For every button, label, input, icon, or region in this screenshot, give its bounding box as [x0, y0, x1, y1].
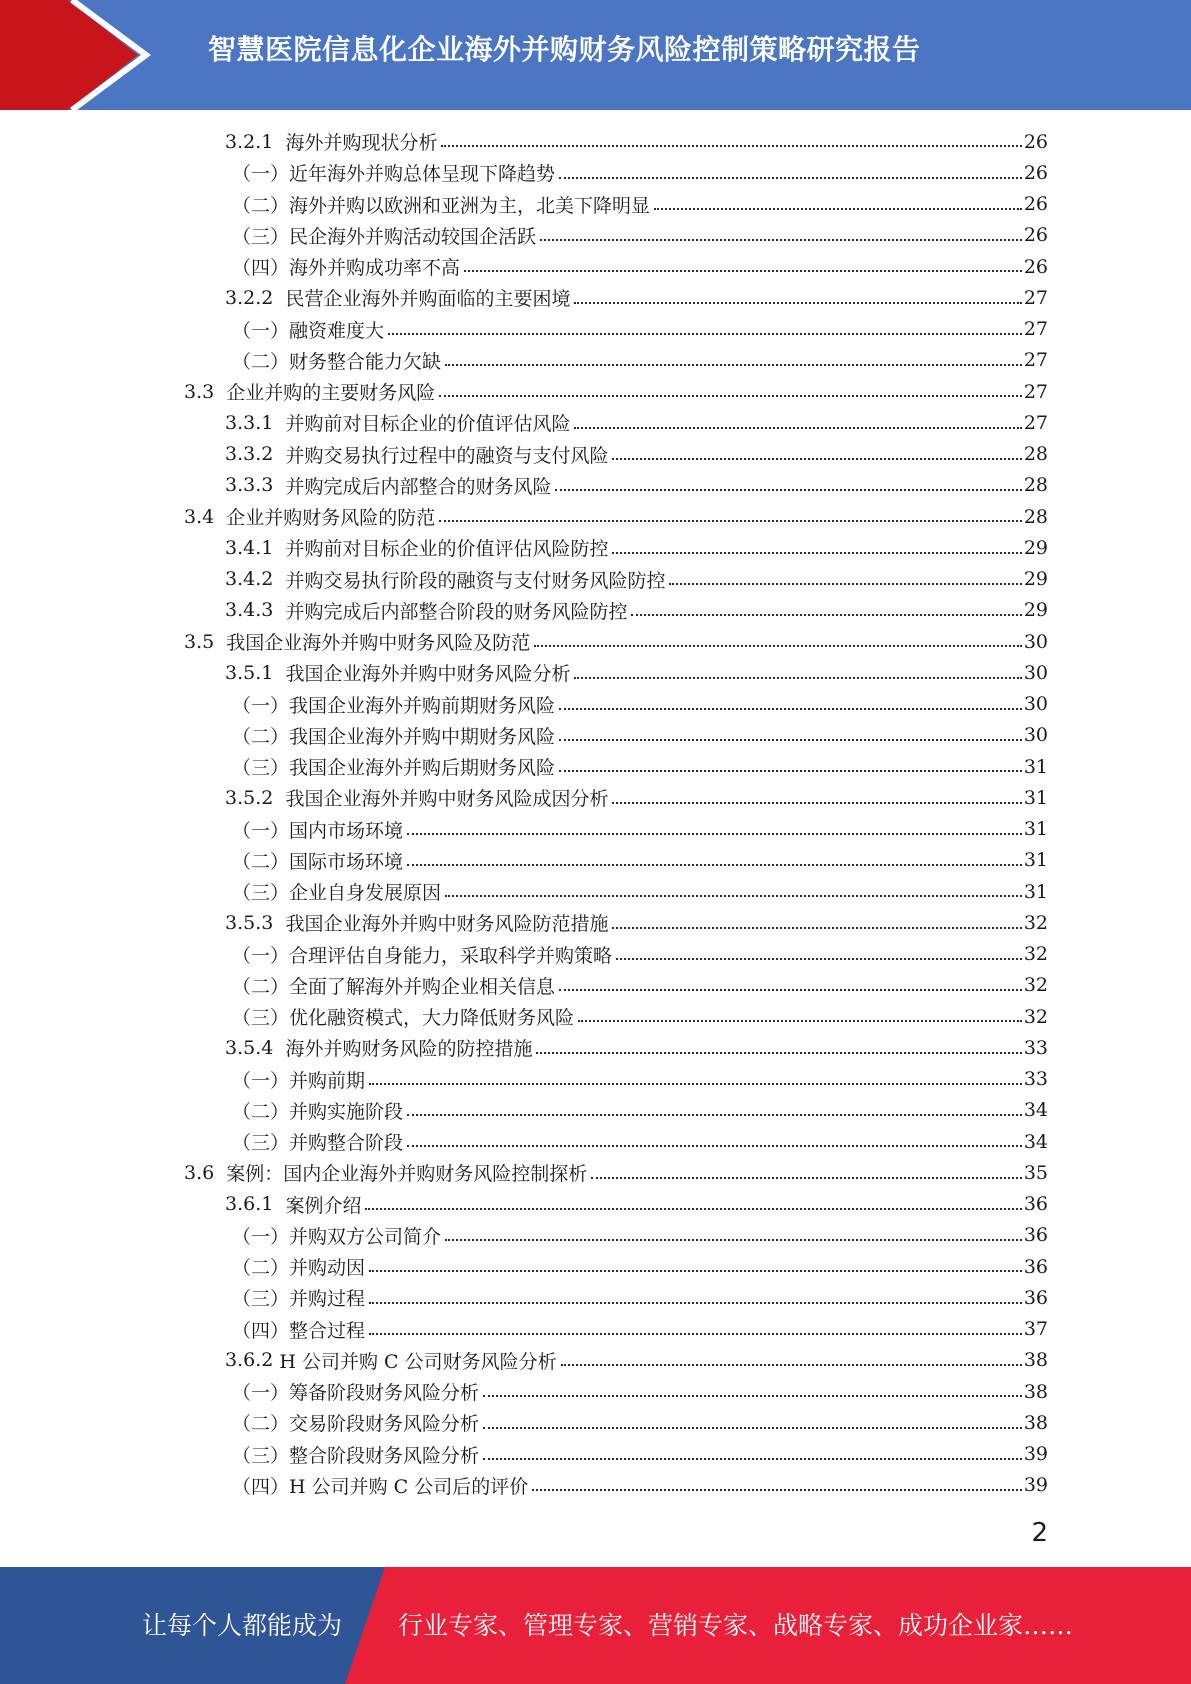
toc-entry[interactable]: [0, 1470, 1191, 1501]
toc-dot-leader: [578, 1019, 1022, 1022]
toc-entry[interactable]: [0, 157, 1191, 188]
toc-dot-leader: [559, 176, 1022, 179]
toc-entry-number: （四）: [232, 1319, 290, 1342]
toc-entry-number: （一）: [232, 1069, 290, 1092]
toc-entry-number: （三）: [232, 1007, 290, 1030]
footer-slogan-right: 行业专家、管理专家、营销专家、战略专家、成功企业家……: [398, 1611, 1074, 1640]
toc-dot-leader: [574, 426, 1021, 429]
toc-entry-page: 27: [1023, 349, 1048, 372]
toc-entry-number: （一）: [232, 819, 290, 842]
page-footer: [0, 1567, 1191, 1684]
toc-dot-leader: [574, 301, 1021, 304]
toc-entry-title: 并购前对目标企业的价值评估风险防控: [285, 538, 609, 561]
toc-entry-number: （一）: [232, 319, 290, 342]
toc-entry[interactable]: [0, 1189, 1191, 1220]
toc-entry-page: 31: [1023, 880, 1048, 903]
toc-entry-number: （三）: [232, 882, 290, 905]
toc-entry-page: 30: [1023, 630, 1048, 653]
toc-entry-title: 我国企业海外并购中期财务风险: [289, 725, 556, 748]
toc-entry[interactable]: [0, 314, 1191, 345]
toc-entry[interactable]: [0, 220, 1191, 251]
toc-dot-leader: [612, 457, 1021, 460]
toc-entry-page: 36: [1023, 1193, 1048, 1216]
toc-entry[interactable]: [0, 376, 1191, 407]
toc-entry-number: （二）: [232, 1100, 290, 1123]
toc-dot-leader: [369, 1301, 1022, 1304]
toc-entry-number: （二）: [232, 194, 290, 217]
toc-entry-number: 3.2.2: [225, 286, 286, 309]
toc-dot-leader: [532, 1488, 1022, 1491]
toc-entry-title: 并购交易执行阶段的融资与支付财务风险防控: [285, 569, 666, 592]
toc-entry-page: 26: [1023, 161, 1048, 184]
toc-entry[interactable]: [0, 345, 1191, 376]
toc-entry[interactable]: [0, 189, 1191, 220]
toc-dot-leader: [559, 738, 1022, 741]
toc-entry-number: （一）: [232, 163, 290, 186]
toc-entry-title: 我国企业海外并购中财务风险及防范: [226, 632, 531, 655]
toc-entry-title: 我国企业海外并购中财务风险成因分析: [285, 788, 609, 811]
toc-entry-page: 28: [1023, 474, 1048, 497]
toc-entry-title: 优化融资模式，大力降低财务风险: [289, 1007, 575, 1030]
toc-dot-leader: [654, 207, 1022, 210]
toc-entry-title: 财务整合能力欠缺: [289, 350, 442, 373]
toc-entry[interactable]: [0, 907, 1191, 938]
toc-entry-page: 29: [1023, 599, 1048, 622]
page-header: [0, 0, 1191, 110]
toc-entry-title: 整合过程: [289, 1319, 366, 1342]
toc-entry-number: 3.5.1: [225, 661, 286, 684]
toc-entry-number: （三）: [232, 1444, 290, 1467]
toc-entry[interactable]: [0, 595, 1191, 626]
toc-entry[interactable]: [0, 1376, 1191, 1407]
toc-dot-leader: [612, 926, 1021, 929]
toc-entry-title: 整合阶段财务风险分析: [289, 1444, 480, 1467]
toc-dot-leader: [445, 363, 1022, 366]
toc-entry-title: 民营企业海外并购面临的主要困境: [285, 288, 571, 311]
toc-entry-number: （一）: [232, 944, 290, 967]
toc-entry-number: （二）: [232, 1413, 290, 1436]
toc-entry-number: （一）: [232, 1225, 290, 1248]
toc-dot-leader: [616, 957, 1022, 960]
toc-entry-page: 31: [1023, 849, 1048, 872]
toc-entry-page: 32: [1023, 974, 1048, 997]
toc-entry-title: 我国企业海外并购后期财务风险: [289, 757, 556, 780]
toc-dot-leader: [369, 1332, 1022, 1335]
toc-entry[interactable]: [0, 845, 1191, 876]
toc-entry-number: （四）: [232, 257, 290, 280]
footer-slogan-left: 让每个人都能成为: [142, 1611, 343, 1640]
toc-dot-leader: [407, 1113, 1022, 1116]
toc-entry-title: 并购完成后内部整合的财务风险: [285, 475, 552, 498]
toc-entry-title: 融资难度大: [289, 319, 385, 342]
header-arrow-logo: [0, 0, 160, 110]
toc-dot-leader: [439, 519, 1022, 522]
toc-entry-title: 企业并购的主要财务风险: [226, 382, 436, 405]
toc-dot-leader: [631, 613, 1021, 616]
toc-entry-page: 27: [1023, 286, 1048, 309]
toc-entry-title: 我国企业海外并购中财务风险防范措施: [285, 913, 609, 936]
toc-entry-page: 38: [1023, 1349, 1048, 1372]
toc-dot-leader: [536, 1051, 1021, 1054]
toc-entry[interactable]: [0, 814, 1191, 845]
toc-dot-leader: [540, 238, 1022, 241]
toc-entry-page: 32: [1023, 943, 1048, 966]
toc-entry[interactable]: [0, 532, 1191, 563]
toc-entry-number: 3.5.4: [225, 1036, 286, 1059]
toc-entry-page: 38: [1023, 1411, 1048, 1434]
toc-entry[interactable]: [0, 1407, 1191, 1438]
toc-dot-leader: [365, 1207, 1021, 1210]
toc-dot-leader: [407, 832, 1022, 835]
toc-entry-number: 3.4.1: [225, 536, 286, 559]
toc-dot-leader: [555, 488, 1021, 491]
toc-entry-page: 29: [1023, 536, 1048, 559]
toc-entry-title: 海外并购财务风险的防控措施: [285, 1038, 533, 1061]
toc-entry-page: 33: [1023, 1036, 1048, 1059]
toc-entry[interactable]: [0, 564, 1191, 595]
toc-entry-title: 交易阶段财务风险分析: [289, 1413, 480, 1436]
toc-entry-title: 案例：国内企业海外并购财务风险控制探析: [226, 1163, 588, 1186]
toc-dot-leader: [574, 676, 1021, 679]
toc-entry-number: （三）: [232, 757, 290, 780]
toc-dot-leader: [612, 801, 1021, 804]
toc-dot-leader: [407, 863, 1022, 866]
toc-entry[interactable]: [0, 251, 1191, 282]
document-title: 智慧医院信息化企业海外并购财务风险控制策略研究报告: [208, 33, 921, 66]
toc-entry-page: 28: [1023, 505, 1048, 528]
toc-dot-leader: [441, 144, 1021, 147]
toc-entry-number: （二）: [232, 975, 290, 998]
toc-entry-page: 27: [1023, 380, 1048, 403]
toc-dot-leader: [407, 1144, 1022, 1147]
toc-dot-leader: [669, 582, 1021, 585]
toc-entry-number: （二）: [232, 725, 290, 748]
toc-entry[interactable]: [0, 1251, 1191, 1282]
toc-entry-title: 国际市场环境: [289, 850, 404, 873]
toc-dot-leader: [464, 269, 1022, 272]
toc-dot-leader: [559, 988, 1022, 991]
toc-entry-page: 26: [1023, 193, 1048, 216]
toc-entry-number: 3.4.2: [225, 568, 286, 591]
toc-entry[interactable]: [0, 1345, 1191, 1376]
toc-dot-leader: [369, 1082, 1022, 1085]
toc-entry[interactable]: [0, 751, 1191, 782]
toc-entry-page: 30: [1023, 724, 1048, 747]
toc-entry[interactable]: [0, 1126, 1191, 1157]
toc-entry[interactable]: [0, 407, 1191, 438]
toc-dot-leader: [483, 1457, 1022, 1460]
toc-entry-title: 并购过程: [289, 1288, 366, 1311]
toc-entry-page: 36: [1023, 1224, 1048, 1247]
toc-dot-leader: [612, 551, 1021, 554]
toc-entry-page: 35: [1023, 1161, 1048, 1184]
toc-entry[interactable]: [0, 1314, 1191, 1345]
toc-entry-page: 31: [1023, 818, 1048, 841]
toc-entry-number: （一）: [232, 1382, 290, 1405]
toc-entry-number: （四）: [232, 1475, 290, 1498]
toc-entry-page: 36: [1023, 1255, 1048, 1278]
toc-entry-title: 并购双方公司简介: [289, 1225, 442, 1248]
page-number: 2: [1031, 1518, 1048, 1548]
toc-entry-page: 38: [1023, 1380, 1048, 1403]
toc-entry[interactable]: [0, 1220, 1191, 1251]
toc-entry[interactable]: [0, 1001, 1191, 1032]
toc-entry-title: 并购交易执行过程中的融资与支付风险: [285, 444, 609, 467]
toc-entry-page: 31: [1023, 786, 1048, 809]
toc-entry-page: 27: [1023, 411, 1048, 434]
toc-entry-page: 31: [1023, 755, 1048, 778]
toc-entry[interactable]: [0, 1282, 1191, 1313]
toc-entry-number: （二）: [232, 350, 290, 373]
toc-entry-title: 国内市场环境: [289, 819, 404, 842]
toc-entry-page: 32: [1023, 911, 1048, 934]
toc-entry-number: （一）: [232, 694, 290, 717]
toc-entry-title: 筹备阶段财务风险分析: [289, 1382, 480, 1405]
toc-dot-leader: [559, 707, 1022, 710]
toc-entry-title: 并购实施阶段: [289, 1100, 404, 1123]
toc-dot-leader: [483, 1394, 1022, 1397]
toc-entry-number: 3.4: [184, 505, 227, 528]
toc-entry-page: 39: [1023, 1474, 1048, 1497]
toc-dot-leader: [439, 394, 1022, 397]
toc-entry[interactable]: [0, 470, 1191, 501]
toc-entry-number: 3.6.2: [225, 1349, 280, 1372]
toc-entry-title: 案例介绍: [285, 1194, 362, 1217]
toc-entry-number: 3.5.3: [225, 911, 286, 934]
toc-entry-title: 我国企业海外并购前期财务风险: [289, 694, 556, 717]
toc-entry[interactable]: [0, 439, 1191, 470]
toc-entry-page: 37: [1023, 1318, 1048, 1341]
toc-entry-number: 3.5.2: [225, 786, 286, 809]
toc-entry-number: （三）: [232, 1288, 290, 1311]
toc-entry-page: 39: [1023, 1443, 1048, 1466]
toc-entry-page: 29: [1023, 568, 1048, 591]
toc-entry-number: 3.3.3: [225, 474, 286, 497]
toc-entry-number: （三）: [232, 225, 290, 248]
toc-dot-leader: [445, 894, 1022, 897]
toc-entry[interactable]: [0, 1032, 1191, 1063]
toc-entry-title: 我国企业海外并购中财务风险分析: [285, 663, 571, 686]
toc-entry-title: 企业自身发展原因: [289, 882, 442, 905]
toc-entry[interactable]: [0, 626, 1191, 657]
toc-dot-leader: [561, 1363, 1022, 1366]
toc-dot-leader: [483, 1426, 1022, 1429]
toc-dot-leader: [559, 769, 1022, 772]
toc-dot-leader: [534, 644, 1022, 647]
toc-entry[interactable]: [0, 970, 1191, 1001]
toc-entry-page: 34: [1023, 1099, 1048, 1122]
toc-entry[interactable]: [0, 939, 1191, 970]
toc-entry[interactable]: [0, 282, 1191, 313]
toc-entry-title: 全面了解海外并购企业相关信息: [289, 975, 556, 998]
toc-dot-leader: [369, 1269, 1022, 1272]
toc-entry-page: 26: [1023, 224, 1048, 247]
toc-entry-page: 28: [1023, 443, 1048, 466]
toc-entry-number: 3.5: [184, 630, 227, 653]
toc-entry-number: 3.4.3: [225, 599, 286, 622]
toc-entry-page: 33: [1023, 1068, 1048, 1091]
toc-entry-title: 并购整合阶段: [289, 1132, 404, 1155]
toc-entry-page: 36: [1023, 1286, 1048, 1309]
toc-entry-page: 32: [1023, 1005, 1048, 1028]
toc-entry-page: 34: [1023, 1130, 1048, 1153]
toc-dot-leader: [445, 1238, 1022, 1241]
toc-entry-title: 海外并购以欧洲和亚洲为主，北美下降明显: [289, 194, 651, 217]
toc-entry-number: 3.6: [184, 1161, 227, 1184]
toc-entry[interactable]: [0, 1095, 1191, 1126]
toc-entry[interactable]: [0, 720, 1191, 751]
toc-dot-leader: [591, 1176, 1022, 1179]
toc-entry[interactable]: [0, 876, 1191, 907]
toc-entry-title: 并购前期: [289, 1069, 366, 1092]
toc-entry[interactable]: [0, 501, 1191, 532]
toc-entry-title: 民企海外并购活动较国企活跃: [289, 225, 537, 248]
toc-entry-page: 30: [1023, 693, 1048, 716]
toc-entry[interactable]: [0, 1439, 1191, 1470]
toc-entry-title: 并购完成后内部整合阶段的财务风险防控: [285, 600, 628, 623]
toc-entry-title: 近年海外并购总体呈现下降趋势: [289, 163, 556, 186]
toc-entry-title: 海外并购现状分析: [285, 132, 438, 155]
table-of-contents: [0, 126, 1191, 1501]
toc-entry-title: H 公司并购 C 公司财务风险分析: [279, 1350, 557, 1373]
toc-entry-page: 26: [1023, 255, 1048, 278]
toc-dot-leader: [388, 332, 1022, 335]
toc-entry-page: 26: [1023, 130, 1048, 153]
toc-entry-title: 海外并购成功率不高: [289, 257, 461, 280]
toc-entry-number: （二）: [232, 1257, 290, 1280]
toc-entry-title: H 公司并购 C 公司后的评价: [289, 1475, 529, 1498]
toc-entry-title: 合理评估自身能力，采取科学并购策略: [289, 944, 613, 967]
toc-entry[interactable]: [0, 689, 1191, 720]
toc-entry-title: 并购动因: [289, 1257, 366, 1280]
toc-entry-number: 3.3: [184, 380, 227, 403]
toc-entry-title: 企业并购财务风险的防范: [226, 507, 436, 530]
toc-entry-number: （二）: [232, 850, 290, 873]
toc-entry-page: 30: [1023, 661, 1048, 684]
toc-entry-title: 并购前对目标企业的价值评估风险: [285, 413, 571, 436]
toc-entry-number: 3.6.1: [225, 1193, 286, 1216]
toc-entry-number: 3.2.1: [225, 130, 286, 153]
toc-entry-number: 3.3.2: [225, 443, 286, 466]
toc-entry-number: 3.3.1: [225, 411, 286, 434]
toc-entry[interactable]: [0, 126, 1191, 157]
toc-entry[interactable]: [0, 1064, 1191, 1095]
toc-entry-page: 27: [1023, 318, 1048, 341]
toc-entry[interactable]: [0, 782, 1191, 813]
toc-entry[interactable]: [0, 1157, 1191, 1188]
toc-entry-number: （三）: [232, 1132, 290, 1155]
toc-entry[interactable]: [0, 657, 1191, 688]
